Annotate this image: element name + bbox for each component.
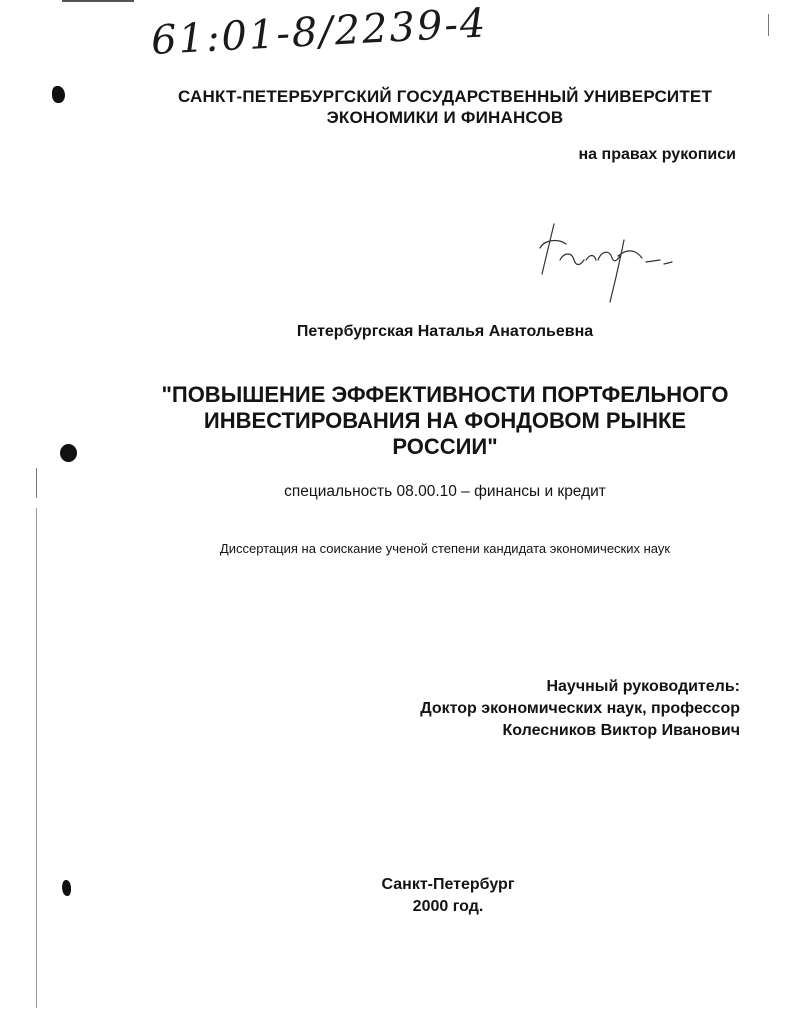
author-signature <box>520 210 680 310</box>
title-line2: ИНВЕСТИРОВАНИЯ НА ФОНДОВОМ РЫНКЕ <box>203 408 687 433</box>
city: Санкт-Петербург <box>381 876 515 893</box>
binding-hole-bottom <box>62 880 71 896</box>
author-name: Петербургская Наталья Анатольевна <box>296 323 594 340</box>
scan-mark-top <box>62 0 134 2</box>
supervisor-degree: Доктор экономических наук, профессор <box>420 700 740 717</box>
dissertation-title <box>110 382 780 460</box>
title-line1: "ПОВЫШЕНИЕ ЭФФЕКТИВНОСТИ ПОРТФЕЛЬНОГО <box>161 382 729 407</box>
specialty: специальность 08.00.10 – финансы и кредит <box>284 483 606 500</box>
title-line3: РОССИИ" <box>392 434 498 459</box>
dissertation-note: Диссертация на соискание ученой степени кандидата экономических наук <box>219 541 671 556</box>
scan-edge-left-lower <box>36 508 37 1008</box>
binding-hole-top <box>52 86 65 103</box>
archive-number-handwritten: 61:01-8/2239-4 <box>150 0 489 64</box>
scan-edge-right <box>768 14 769 36</box>
year: 2000 год. <box>412 898 484 915</box>
supervisor-label: Научный руководитель: <box>546 678 740 695</box>
scan-edge-left <box>36 468 37 498</box>
binding-hole-middle <box>60 444 77 462</box>
university-name-line2: ЭКОНОМИКИ И ФИНАНСОВ <box>326 108 564 127</box>
place-and-year <box>260 874 636 918</box>
manuscript-rights: на правах рукописи <box>578 146 736 163</box>
university-name-line1: САНКТ-ПЕТЕРБУРГСКИЙ ГОСУДАРСТВЕННЫЙ УНИВЕРСИТЕТ <box>177 87 713 106</box>
supervisor-block <box>420 676 740 742</box>
supervisor-name: Колесников Виктор Иванович <box>502 722 740 739</box>
university-name <box>100 86 790 128</box>
